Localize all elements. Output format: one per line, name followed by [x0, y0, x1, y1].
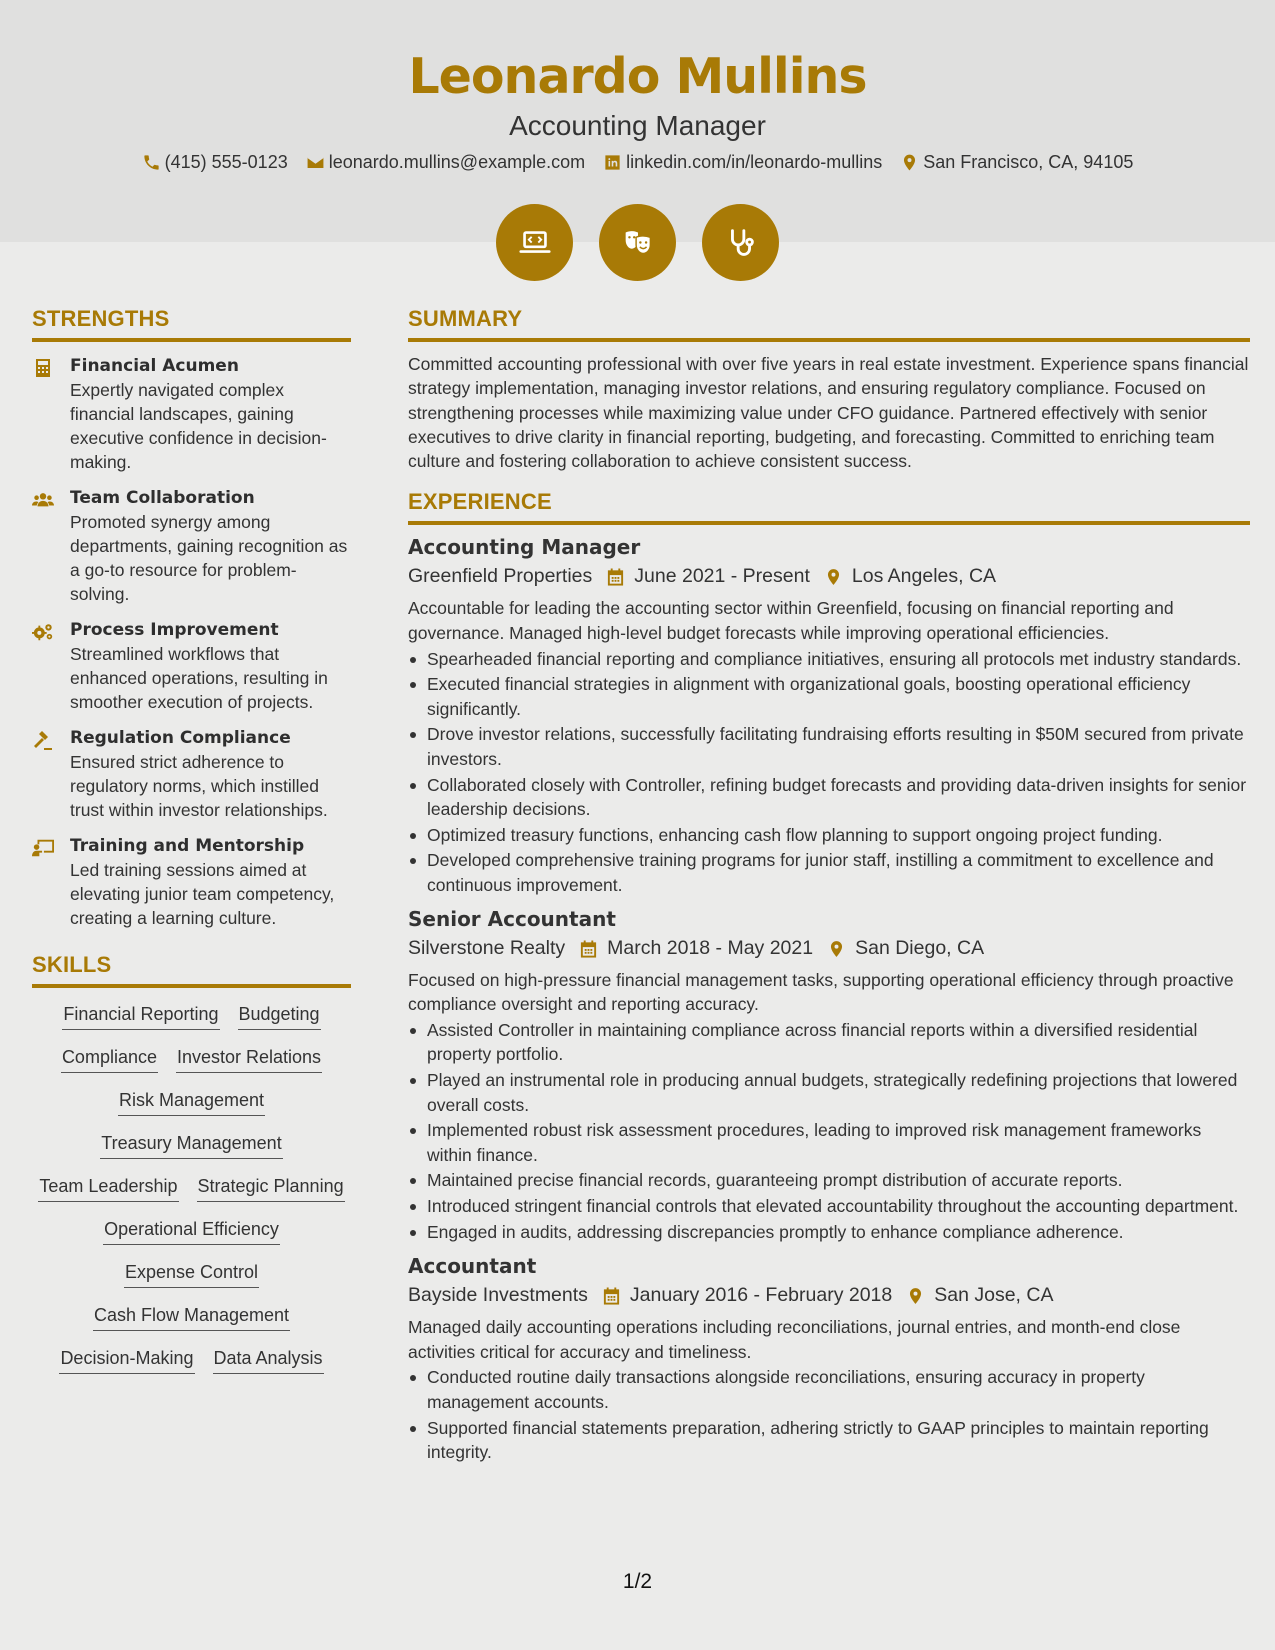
job-entry [408, 907, 1250, 1244]
job-entry [408, 535, 1250, 897]
job-company: Greenfield Properties [408, 565, 593, 588]
skill-tag: Data Analysis [213, 1346, 324, 1374]
job-bullet: Spearheaded financial reporting and compliance initiatives, ensuring all protocols met industry standards. [408, 647, 1250, 671]
contact-phone[interactable] [142, 152, 288, 173]
calendar-icon [602, 1286, 621, 1306]
linkedin-icon [603, 153, 622, 172]
contact-location-text: San Francisco, CA, 94105 [923, 152, 1134, 172]
cogs-icon [32, 622, 54, 642]
job-bullet: Executed financial strategies in alignment with organizational goals, boosting operational efficiency significantly. [408, 672, 1250, 721]
job-description: Focused on high-pressure financial management tasks, supporting operational efficiency through proactive compliance oversight and reporting accuracy. [408, 970, 1234, 1015]
job-bullet: Implemented robust risk assessment procedures, leading to improved risk management frameworks within finance. [408, 1118, 1250, 1167]
hobby-medicine [702, 204, 779, 281]
job-bullet: Assisted Controller in maintaining compliance across financial reports within a diversified residential property portfolio. [408, 1018, 1250, 1067]
contact-email[interactable] [306, 152, 585, 173]
gavel-icon [32, 730, 54, 750]
strength-item [32, 620, 351, 714]
skill-tag: Expense Control [124, 1260, 259, 1288]
theater-masks-icon [619, 224, 657, 262]
job-location: Los Angeles, CA [851, 565, 997, 588]
hobby-icons [0, 204, 1275, 281]
job-bullet: Drove investor relations, successfully facilitating fundraising efforts resulting in $50M secured from private investors. [408, 722, 1250, 771]
job-bullet: Conducted routine daily transactions alongside reconciliations, ensuring accuracy in property management accounts. [408, 1365, 1250, 1414]
strength-item [32, 488, 351, 606]
skill-tag: Investor Relations [176, 1045, 322, 1073]
job-company: Silverstone Realty [408, 937, 566, 960]
chalkboard-teacher-icon [32, 838, 54, 858]
job-meta [408, 565, 1250, 588]
job-role: Senior Accountant [408, 907, 616, 932]
job-location: San Diego, CA [855, 937, 985, 960]
skill-tag: Operational Efficiency [103, 1217, 280, 1245]
job-description: Accountable for leading the accounting sector within Greenfield, focusing on financial reporting and governance. Managed high-level budget forecasts while improving operational efficiencies. [408, 598, 1174, 643]
strength-title: Training and Mentorship [70, 836, 305, 856]
skills-list [32, 1002, 351, 1389]
skill-tag: Team Leadership [38, 1174, 178, 1202]
calendar-icon [579, 939, 598, 959]
contact-row [0, 152, 1275, 173]
skill-tag: Budgeting [238, 1002, 321, 1030]
strength-item [32, 836, 351, 930]
skill-tag: Compliance [61, 1045, 158, 1073]
skill-tag: Cash Flow Management [93, 1303, 290, 1331]
users-icon [32, 490, 54, 510]
strengths-heading: STRENGTHS [32, 306, 351, 342]
job-dates: March 2018 - May 2021 [607, 937, 814, 960]
skill-tag: Strategic Planning [197, 1174, 345, 1202]
right-column [408, 306, 1250, 1464]
job-bullet: Played an instrumental role in producing annual budgets, strategically redefining projections that lowered overall costs. [408, 1068, 1250, 1117]
job-entry [408, 1254, 1250, 1464]
location-pin-icon [906, 1286, 925, 1306]
job-bullet: Supported financial statements preparation, adhering strictly to GAAP principles to maintain reporting integrity. [408, 1416, 1250, 1465]
calculator-icon [32, 358, 54, 378]
strength-desc: Expertly navigated complex financial landscapes, gaining executive confidence in decision-making. [70, 380, 327, 472]
job-meta [408, 937, 1250, 960]
job-bullets [408, 1018, 1250, 1244]
strength-desc: Ensured strict adherence to regulatory norms, which instilled trust within investor relationships. [70, 752, 328, 820]
strength-title: Regulation Compliance [70, 728, 291, 748]
job-location: San Jose, CA [934, 1284, 1054, 1307]
job-bullet: Developed comprehensive training programs for junior staff, instilling a commitment to excellence and continuous improvement. [408, 848, 1250, 897]
job-bullet: Engaged in audits, addressing discrepancies promptly to enhance compliance adherence. [408, 1220, 1250, 1244]
location-pin-icon [824, 567, 843, 587]
contact-phone-text: (415) 555-0123 [164, 152, 288, 172]
job-bullet: Optimized treasury functions, enhancing cash flow planning to support ongoing project funding. [408, 823, 1250, 847]
job-meta [408, 1284, 1250, 1307]
job-dates: June 2021 - Present [634, 565, 810, 588]
strength-title: Team Collaboration [70, 488, 255, 508]
candidate-name: Leonardo Mullins [408, 48, 867, 105]
strength-item [32, 356, 351, 474]
skills-heading: SKILLS [32, 952, 351, 988]
strength-desc: Promoted synergy among departments, gaining recognition as a go-to resource for problem-solving. [70, 512, 348, 604]
skill-tag: Financial Reporting [62, 1002, 219, 1030]
job-bullet: Collaborated closely with Controller, refining budget forecasts and providing data-driven insights for senior leadership decisions. [408, 773, 1250, 822]
job-dates: January 2016 - February 2018 [629, 1284, 893, 1307]
left-column [32, 306, 351, 1389]
skill-tag: Treasury Management [100, 1131, 282, 1159]
page-number: 1/2 [622, 1570, 653, 1593]
strength-item [32, 728, 351, 822]
job-bullet: Introduced stringent financial controls that elevated accountability throughout the accounting department. [408, 1194, 1250, 1218]
strength-title: Process Improvement [70, 620, 279, 640]
hobby-theater [599, 204, 676, 281]
candidate-title: Accounting Manager [509, 110, 766, 141]
contact-location [900, 152, 1133, 173]
location-pin-icon [827, 939, 846, 959]
hobby-laptop [496, 204, 573, 281]
laptop-code-icon [516, 224, 554, 262]
contact-email-text: leonardo.mullins@example.com [328, 152, 586, 172]
stethoscope-icon [722, 224, 760, 262]
experience-heading: EXPERIENCE [408, 489, 1250, 525]
job-bullets [408, 1365, 1250, 1464]
skill-tag: Decision-Making [59, 1346, 194, 1374]
job-description: Managed daily accounting operations including reconciliations, journal entries, and month-end close activities critical for accuracy and timeliness. [408, 1317, 1181, 1362]
summary-text: Committed accounting professional with over five years in real estate investment. Experience spans financial strategy implementation, managing investor relations, and ensuring regulatory compliance. Focused on strengthening processes while maximizing value under CFO guidance. Partnered effectively with senior executives to drive clarity in financial reporting, budgeting, and forecasting. Committed to enriching team culture and fostering collaboration to achieve consistent success. [408, 354, 1249, 472]
calendar-icon [606, 567, 625, 587]
job-role: Accountant [408, 1254, 537, 1279]
skill-tag: Risk Management [118, 1088, 265, 1116]
strength-desc: Streamlined workflows that enhanced operations, resulting in smoother execution of projects. [70, 644, 328, 712]
contact-linkedin[interactable] [603, 152, 882, 173]
strength-title: Financial Acumen [70, 356, 239, 376]
summary-heading: SUMMARY [408, 306, 1250, 342]
job-bullet: Maintained precise financial records, guaranteeing prompt distribution of accurate reports. [408, 1168, 1250, 1192]
job-company: Bayside Investments [408, 1284, 588, 1307]
envelope-icon [306, 153, 325, 172]
job-bullets [408, 647, 1250, 897]
contact-linkedin-text: linkedin.com/in/leonardo-mullins [626, 152, 883, 172]
job-role: Accounting Manager [408, 535, 641, 560]
phone-icon [142, 153, 161, 172]
strength-desc: Led training sessions aimed at elevating junior team competency, creating a learning culture. [70, 860, 335, 928]
location-pin-icon [900, 153, 919, 172]
